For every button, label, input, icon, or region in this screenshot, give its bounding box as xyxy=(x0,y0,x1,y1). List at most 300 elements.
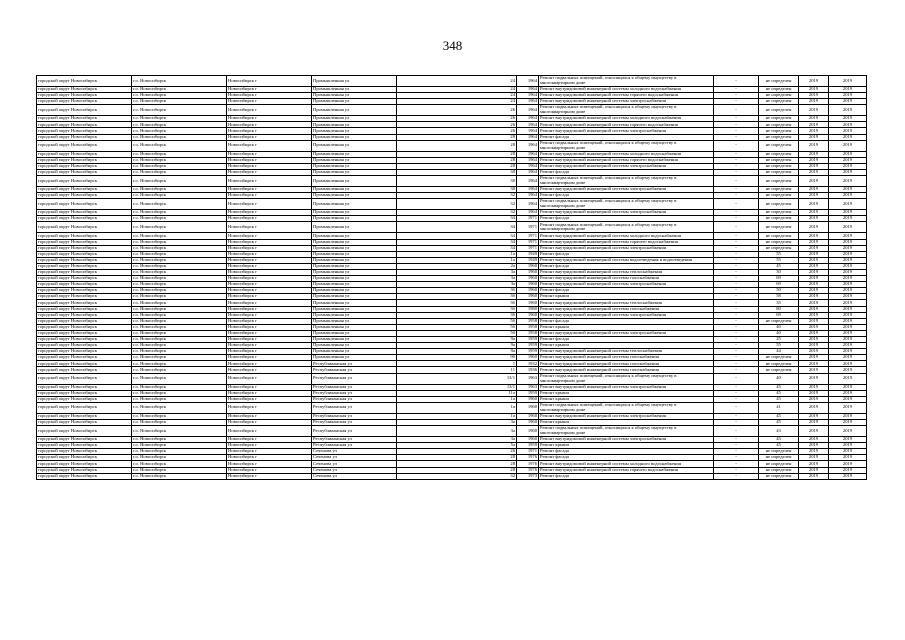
district-cell: городской округ Новосибирск xyxy=(37,324,132,330)
year-built-cell: 1964 xyxy=(517,187,539,193)
quantity-cell: не определен xyxy=(759,199,799,210)
settlement-cell: г.о. Новосибирск xyxy=(132,87,227,93)
district-cell: городской округ Новосибирск xyxy=(37,390,132,396)
quantity-cell: не определен xyxy=(759,222,799,233)
street-cell: Промышленная ул xyxy=(312,337,397,343)
street-cell: Промышленная ул xyxy=(312,222,397,233)
work-type-cell: Ремонт подвальных помещений, относящихся к общему имуществу в многоквартирном доме xyxy=(539,222,714,233)
quantity-cell: 40 xyxy=(759,324,799,330)
dash-cell: - xyxy=(714,169,759,175)
dash-cell: - xyxy=(714,199,759,210)
year-built-cell: 1960 xyxy=(517,269,539,275)
settlement-cell: г.о. Новосибирск xyxy=(132,337,227,343)
street-cell: Промышленная ул xyxy=(312,349,397,355)
district-cell: городской округ Новосибирск xyxy=(37,384,132,390)
dash-cell: - xyxy=(714,87,759,93)
year-built-cell: 1960 xyxy=(517,437,539,443)
year-end-cell: 2019 xyxy=(829,437,867,443)
year-built-cell: 1960 xyxy=(517,282,539,288)
quantity-cell: 45 xyxy=(759,384,799,390)
year-built-cell: 1971 xyxy=(517,245,539,251)
year-built-cell: 1960 xyxy=(517,312,539,318)
year-end-cell: 2019 xyxy=(829,426,867,437)
year-end-cell: 2019 xyxy=(829,122,867,128)
work-type-cell: Ремонт фасада xyxy=(539,288,714,294)
year-end-cell: 2019 xyxy=(829,355,867,361)
year-end-cell: 2019 xyxy=(829,473,867,479)
year-built-cell: 1959 xyxy=(517,349,539,355)
locality-cell: Новосибирск г xyxy=(227,176,312,187)
year-built-cell: 1960 xyxy=(517,396,539,402)
year-built-cell: 1973 xyxy=(517,473,539,479)
work-type-cell: Ремонт подвальных помещений, относящихся к общему имуществу в многоквартирном доме xyxy=(539,199,714,210)
year-built-cell: 1964 xyxy=(517,199,539,210)
work-type-cell: Ремонт внутридомовой инженерной системы газоснабжения xyxy=(539,306,714,312)
settlement-cell: г.о. Новосибирск xyxy=(132,330,227,336)
district-cell: городской округ Новосибирск xyxy=(37,443,132,449)
quantity-cell: не определен xyxy=(759,449,799,455)
year-end-cell: 2019 xyxy=(829,257,867,263)
quantity-cell: не определен xyxy=(759,461,799,467)
year-end-cell: 2019 xyxy=(829,361,867,367)
house-number-cell: 11 xyxy=(397,367,517,373)
house-number-cell: 5б xyxy=(397,324,517,330)
dash-cell: - xyxy=(714,151,759,157)
year-end-cell: 2019 xyxy=(829,312,867,318)
dash-cell: - xyxy=(714,461,759,467)
street-cell: Промышленная ул xyxy=(312,76,397,87)
work-type-cell: Ремонт внутридомовой инженерной системы электроснабжения xyxy=(539,163,714,169)
year-start-cell: 2019 xyxy=(799,390,829,396)
year-built-cell: 1959 xyxy=(517,343,539,349)
quantity-cell: 45 xyxy=(759,443,799,449)
street-cell: Республиканская ул xyxy=(312,384,397,390)
year-end-cell: 2019 xyxy=(829,318,867,324)
locality-cell: Новосибирск г xyxy=(227,361,312,367)
locality-cell: Новосибирск г xyxy=(227,151,312,157)
quantity-cell: не определен xyxy=(759,116,799,122)
work-type-cell: Ремонт крыши xyxy=(539,324,714,330)
dash-cell: - xyxy=(714,116,759,122)
settlement-cell: г.о. Новосибирск xyxy=(132,263,227,269)
table-row xyxy=(37,199,867,210)
year-end-cell: 2019 xyxy=(829,402,867,413)
settlement-cell: г.о. Новосибирск xyxy=(132,276,227,282)
year-start-cell: 2019 xyxy=(799,176,829,187)
year-start-cell: 2019 xyxy=(799,426,829,437)
district-cell: городской округ Новосибирск xyxy=(37,361,132,367)
year-end-cell: 2019 xyxy=(829,99,867,105)
year-built-cell: 1964 xyxy=(517,99,539,105)
locality-cell: Новосибирск г xyxy=(227,330,312,336)
work-type-cell: Ремонт подвальных помещений, относящихся к общему имуществу в многоквартирном доме xyxy=(539,105,714,116)
house-number-cell: 3а xyxy=(397,282,517,288)
settlement-cell: г.о. Новосибирск xyxy=(132,187,227,193)
street-cell: Промышленная ул xyxy=(312,169,397,175)
house-number-cell: 1а xyxy=(397,402,517,413)
house-number-cell: 34 xyxy=(397,245,517,251)
year-end-cell: 2019 xyxy=(829,105,867,116)
year-built-cell: 1964 xyxy=(517,76,539,87)
house-number-cell: 32 xyxy=(397,199,517,210)
year-built-cell: 1976 xyxy=(517,461,539,467)
year-end-cell: 2019 xyxy=(829,187,867,193)
year-built-cell: 1963 xyxy=(517,384,539,390)
dash-cell: - xyxy=(714,361,759,367)
work-type-cell: Ремонт внутридомовой инженерной системы холодного водоснабжения xyxy=(539,233,714,239)
year-built-cell: 1971 xyxy=(517,216,539,222)
year-start-cell: 2019 xyxy=(799,349,829,355)
year-built-cell: 1963 xyxy=(517,373,539,384)
table-row xyxy=(37,176,867,187)
year-start-cell: 2019 xyxy=(799,337,829,343)
year-end-cell: 2019 xyxy=(829,76,867,87)
locality-cell: Новосибирск г xyxy=(227,355,312,361)
year-start-cell: 2019 xyxy=(799,116,829,122)
year-end-cell: 2019 xyxy=(829,233,867,239)
quantity-cell: не определен xyxy=(759,239,799,245)
work-type-cell: Ремонт фасада xyxy=(539,449,714,455)
district-cell: городской округ Новосибирск xyxy=(37,140,132,151)
quantity-cell: не определен xyxy=(759,157,799,163)
dash-cell: - xyxy=(714,312,759,318)
street-cell: Республиканская ул xyxy=(312,361,397,367)
year-start-cell: 2019 xyxy=(799,140,829,151)
work-type-cell: Ремонт внутридомовой инженерной системы горячего водоснабжения xyxy=(539,157,714,163)
work-type-cell: Ремонт фасада xyxy=(539,134,714,140)
house-number-cell: 5б xyxy=(397,330,517,336)
year-start-cell: 2019 xyxy=(799,384,829,390)
work-type-cell: Ремонт внутридомовой инженерной системы электроснабжения xyxy=(539,245,714,251)
district-cell: городской округ Новосибирск xyxy=(37,419,132,425)
year-start-cell: 2019 xyxy=(799,355,829,361)
locality-cell: Новосибирск г xyxy=(227,245,312,251)
work-type-cell: Ремонт внутридомовой инженерной системы электроснабжения xyxy=(539,413,714,419)
settlement-cell: г.о. Новосибирск xyxy=(132,443,227,449)
locality-cell: Новосибирск г xyxy=(227,426,312,437)
house-number-cell: 1а xyxy=(397,257,517,263)
locality-cell: Новосибирск г xyxy=(227,210,312,216)
house-number-cell: 1а xyxy=(397,413,517,419)
year-start-cell: 2019 xyxy=(799,233,829,239)
dash-cell: - xyxy=(714,76,759,87)
house-number-cell: 1а xyxy=(397,396,517,402)
street-cell: Промышленная ул xyxy=(312,312,397,318)
quantity-cell: не определен xyxy=(759,210,799,216)
work-type-cell: Ремонт внутридомовой инженерной системы электроснабжения xyxy=(539,187,714,193)
locality-cell: Новосибирск г xyxy=(227,169,312,175)
dash-cell: - xyxy=(714,390,759,396)
quantity-cell: не определен xyxy=(759,355,799,361)
year-end-cell: 2019 xyxy=(829,419,867,425)
work-type-cell: Ремонт внутридомовой инженерной системы горячего водоснабжения xyxy=(539,93,714,99)
dash-cell: - xyxy=(714,473,759,479)
locality-cell: Новосибирск г xyxy=(227,233,312,239)
locality-cell: Новосибирск г xyxy=(227,251,312,257)
district-cell: городской округ Новосибирск xyxy=(37,76,132,87)
year-end-cell: 2019 xyxy=(829,306,867,312)
year-start-cell: 2019 xyxy=(799,128,829,134)
street-cell: Промышленная ул xyxy=(312,93,397,99)
year-built-cell: 1964 xyxy=(517,157,539,163)
quantity-cell: не определен xyxy=(759,87,799,93)
settlement-cell: г.о. Новосибирск xyxy=(132,176,227,187)
year-start-cell: 2019 xyxy=(799,210,829,216)
quantity-cell: не определен xyxy=(759,105,799,116)
year-start-cell: 2019 xyxy=(799,257,829,263)
year-built-cell: 1960 xyxy=(517,419,539,425)
year-start-cell: 2019 xyxy=(799,367,829,373)
table-row xyxy=(37,426,867,437)
year-end-cell: 2019 xyxy=(829,93,867,99)
settlement-cell: г.о. Новосибирск xyxy=(132,361,227,367)
year-start-cell: 2019 xyxy=(799,157,829,163)
work-type-cell: Ремонт внутридомовой инженерной системы холодного водоснабжения xyxy=(539,151,714,157)
street-cell: Промышленная ул xyxy=(312,300,397,306)
work-type-cell: Ремонт крыши xyxy=(539,390,714,396)
district-cell: городской округ Новосибирск xyxy=(37,373,132,384)
street-cell: Промышленная ул xyxy=(312,324,397,330)
street-cell: Республиканская ул xyxy=(312,426,397,437)
year-built-cell: 1960 xyxy=(517,294,539,300)
locality-cell: Новосибирск г xyxy=(227,455,312,461)
year-end-cell: 2019 xyxy=(829,443,867,449)
year-built-cell: 1932 xyxy=(517,361,539,367)
locality-cell: Новосибирск г xyxy=(227,187,312,193)
district-cell: городской округ Новосибирск xyxy=(37,426,132,437)
settlement-cell: г.о. Новосибирск xyxy=(132,251,227,257)
year-start-cell: 2019 xyxy=(799,169,829,175)
dash-cell: - xyxy=(714,367,759,373)
house-number-cell: 28 xyxy=(397,151,517,157)
work-type-cell: Ремонт крыши xyxy=(539,343,714,349)
house-number-cell: 34 xyxy=(397,216,517,222)
year-start-cell: 2019 xyxy=(799,93,829,99)
work-type-cell: Ремонт внутридомовой инженерной системы электроснабжения xyxy=(539,384,714,390)
year-start-cell: 2019 xyxy=(799,276,829,282)
year-built-cell: 1960 xyxy=(517,402,539,413)
locality-cell: Новосибирск г xyxy=(227,324,312,330)
year-end-cell: 2019 xyxy=(829,169,867,175)
year-start-cell: 2019 xyxy=(799,222,829,233)
district-cell: городской округ Новосибирск xyxy=(37,233,132,239)
street-cell: Промышленная ул xyxy=(312,276,397,282)
quantity-cell: не определен xyxy=(759,318,799,324)
work-type-cell: Ремонт фасада xyxy=(539,337,714,343)
dash-cell: - xyxy=(714,216,759,222)
settlement-cell: г.о. Новосибирск xyxy=(132,169,227,175)
street-cell: Промышленная ул xyxy=(312,306,397,312)
locality-cell: Новосибирск г xyxy=(227,105,312,116)
house-number-cell: 3а xyxy=(397,269,517,275)
settlement-cell: г.о. Новосибирск xyxy=(132,151,227,157)
settlement-cell: г.о. Новосибирск xyxy=(132,349,227,355)
year-built-cell: 1960 xyxy=(517,263,539,269)
locality-cell: Новосибирск г xyxy=(227,419,312,425)
work-type-cell: Ремонт крыши xyxy=(539,419,714,425)
table-row xyxy=(37,222,867,233)
year-start-cell: 2019 xyxy=(799,245,829,251)
work-type-cell: Ремонт подвальных помещений, относящихся к общему имуществу в многоквартирном доме xyxy=(539,402,714,413)
year-built-cell: 1960 xyxy=(517,426,539,437)
settlement-cell: г.о. Новосибирск xyxy=(132,288,227,294)
house-number-cell: 26 xyxy=(397,116,517,122)
locality-cell: Новосибирск г xyxy=(227,276,312,282)
work-type-cell: Ремонт фасада xyxy=(539,473,714,479)
settlement-cell: г.о. Новосибирск xyxy=(132,93,227,99)
dash-cell: - xyxy=(714,245,759,251)
year-end-cell: 2019 xyxy=(829,467,867,473)
year-end-cell: 2019 xyxy=(829,349,867,355)
district-cell: городской округ Новосибирск xyxy=(37,122,132,128)
dash-cell: - xyxy=(714,324,759,330)
street-cell: Промышленная ул xyxy=(312,151,397,157)
work-type-cell: Ремонт внутридомовой инженерной системы холодного водоснабжения xyxy=(539,461,714,467)
settlement-cell: г.о. Новосибирск xyxy=(132,300,227,306)
locality-cell: Новосибирск г xyxy=(227,467,312,473)
street-cell: Промышленная ул xyxy=(312,257,397,263)
street-cell: Республиканская ул xyxy=(312,443,397,449)
district-cell: городской округ Новосибирск xyxy=(37,402,132,413)
year-built-cell: 1964 xyxy=(517,87,539,93)
work-type-cell: Ремонт фасада xyxy=(539,169,714,175)
year-built-cell: 1949 xyxy=(517,251,539,257)
year-end-cell: 2019 xyxy=(829,396,867,402)
settlement-cell: г.о. Новосибирск xyxy=(132,122,227,128)
street-cell: Промышленная ул xyxy=(312,157,397,163)
settlement-cell: г.о. Новосибирск xyxy=(132,396,227,402)
work-type-cell: Ремонт внутридомовой инженерной системы газоснабжения xyxy=(539,367,714,373)
dash-cell: - xyxy=(714,419,759,425)
work-type-cell: Ремонт внутридомовой инженерной системы газоснабжения xyxy=(539,276,714,282)
locality-cell: Новосибирск г xyxy=(227,122,312,128)
dash-cell: - xyxy=(714,467,759,473)
year-end-cell: 2019 xyxy=(829,373,867,384)
year-start-cell: 2019 xyxy=(799,306,829,312)
locality-cell: Новосибирск г xyxy=(227,373,312,384)
year-built-cell: 1971 xyxy=(517,233,539,239)
settlement-cell: г.о. Новосибирск xyxy=(132,163,227,169)
dash-cell: - xyxy=(714,396,759,402)
district-cell: городской округ Новосибирск xyxy=(37,93,132,99)
locality-cell: Новосибирск г xyxy=(227,263,312,269)
locality-cell: Новосибирск г xyxy=(227,384,312,390)
work-type-cell: Ремонт внутридомовой инженерной системы электроснабжения xyxy=(539,210,714,216)
year-built-cell: 1971 xyxy=(517,449,539,455)
house-number-cell: 34 xyxy=(397,222,517,233)
dash-cell: - xyxy=(714,128,759,134)
year-start-cell: 2019 xyxy=(799,343,829,349)
quantity-cell: не определен xyxy=(759,134,799,140)
street-cell: Промышленная ул xyxy=(312,233,397,239)
year-built-cell: 1964 xyxy=(517,140,539,151)
house-number-cell: 3б xyxy=(397,300,517,306)
street-cell: Промышленная ул xyxy=(312,99,397,105)
year-built-cell: 1959 xyxy=(517,443,539,449)
year-built-cell: 1960 xyxy=(517,355,539,361)
district-cell: городской округ Новосибирск xyxy=(37,99,132,105)
settlement-cell: г.о. Новосибирск xyxy=(132,402,227,413)
street-cell: Промышленная ул xyxy=(312,294,397,300)
locality-cell: Новосибирск г xyxy=(227,294,312,300)
year-end-cell: 2019 xyxy=(829,151,867,157)
year-built-cell: 1964 xyxy=(517,193,539,199)
quantity-cell: 40 xyxy=(759,373,799,384)
settlement-cell: г.о. Новосибирск xyxy=(132,76,227,87)
street-cell: Промышленная ул xyxy=(312,251,397,257)
year-built-cell: 1964 xyxy=(517,151,539,157)
year-end-cell: 2019 xyxy=(829,176,867,187)
street-cell: Промышленная ул xyxy=(312,176,397,187)
work-type-cell: Ремонт внутридомовой инженерной системы теплоснабжения xyxy=(539,269,714,275)
house-number-cell: 3а xyxy=(397,276,517,282)
work-type-cell: Ремонт внутридомовой инженерной системы горячего водоснабжения xyxy=(539,239,714,245)
street-cell: Промышленная ул xyxy=(312,330,397,336)
year-start-cell: 2019 xyxy=(799,324,829,330)
work-type-cell: Ремонт фасада xyxy=(539,318,714,324)
year-start-cell: 2019 xyxy=(799,251,829,257)
year-end-cell: 2019 xyxy=(829,222,867,233)
quantity-cell: не определен xyxy=(759,169,799,175)
settlement-cell: г.о. Новосибирск xyxy=(132,239,227,245)
table-row xyxy=(37,76,867,87)
settlement-cell: г.о. Новосибирск xyxy=(132,140,227,151)
locality-cell: Новосибирск г xyxy=(227,140,312,151)
street-cell: Промышленная ул xyxy=(312,187,397,193)
settlement-cell: г.о. Новосибирск xyxy=(132,282,227,288)
street-cell: Промышленная ул xyxy=(312,263,397,269)
year-start-cell: 2019 xyxy=(799,99,829,105)
year-built-cell: 1964 xyxy=(517,210,539,216)
year-end-cell: 2019 xyxy=(829,367,867,373)
house-number-cell: 32 xyxy=(397,210,517,216)
locality-cell: Новосибирск г xyxy=(227,128,312,134)
dash-cell: - xyxy=(714,276,759,282)
work-type-cell: Ремонт фасада xyxy=(539,251,714,257)
dash-cell: - xyxy=(714,134,759,140)
house-number-cell: 9а xyxy=(397,343,517,349)
work-type-cell: Ремонт подвальных помещений, относящихся к общему имуществу в многоквартирном доме xyxy=(539,76,714,87)
settlement-cell: г.о. Новосибирск xyxy=(132,467,227,473)
year-built-cell: 1964 xyxy=(517,176,539,187)
year-built-cell: 1976 xyxy=(517,467,539,473)
settlement-cell: г.о. Новосибирск xyxy=(132,355,227,361)
work-type-cell: Ремонт внутридомовой инженерной системы теплоснабжения xyxy=(539,300,714,306)
year-end-cell: 2019 xyxy=(829,413,867,419)
year-start-cell: 2019 xyxy=(799,473,829,479)
year-end-cell: 2019 xyxy=(829,216,867,222)
year-start-cell: 2019 xyxy=(799,300,829,306)
settlement-cell: г.о. Новосибирск xyxy=(132,455,227,461)
house-number-cell: 5б xyxy=(397,318,517,324)
house-number-cell: 28 xyxy=(397,157,517,163)
locality-cell: Новосибирск г xyxy=(227,216,312,222)
year-start-cell: 2019 xyxy=(799,163,829,169)
page-number: 348 xyxy=(442,38,463,53)
street-cell: Промышленная ул xyxy=(312,128,397,134)
work-type-cell: Ремонт крыши xyxy=(539,443,714,449)
locality-cell: Новосибирск г xyxy=(227,349,312,355)
district-cell: городской округ Новосибирск xyxy=(37,367,132,373)
locality-cell: Новосибирск г xyxy=(227,396,312,402)
street-cell: Промышленная ул xyxy=(312,193,397,199)
house-number-cell: 11а xyxy=(397,390,517,396)
settlement-cell: г.о. Новосибирск xyxy=(132,306,227,312)
house-number-cell: 30 xyxy=(397,187,517,193)
house-number-cell: 26 xyxy=(397,122,517,128)
district-cell: городской округ Новосибирск xyxy=(37,251,132,257)
quantity-cell: 45 xyxy=(759,437,799,443)
